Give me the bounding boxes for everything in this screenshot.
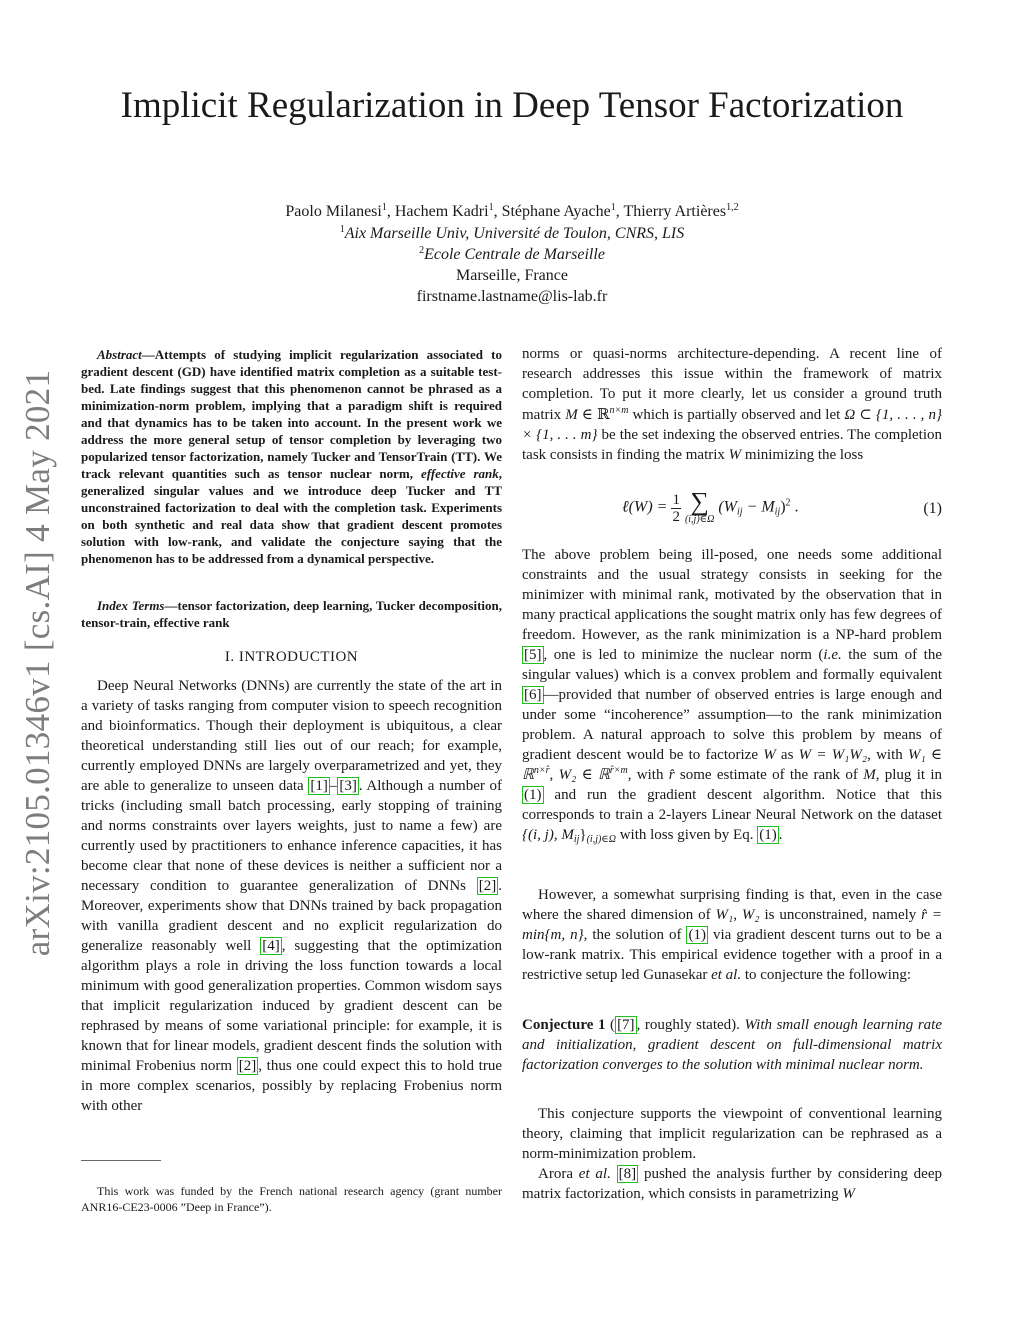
equation-number: (1) — [923, 500, 942, 517]
author: Paolo Milanesi — [285, 203, 382, 220]
citation-link[interactable]: [1] — [310, 778, 328, 794]
footnote: This work was funded by the French national research agency (grant number ANR16-CE23-0006 ”Deep in France”). — [81, 1184, 502, 1214]
contact-email: firstname.lastname@lis-lab.fr — [416, 288, 608, 305]
citation-link[interactable]: [8] — [618, 1166, 637, 1182]
affiliation-2: $^2$Ecole Centrale de Marseille — [419, 245, 605, 263]
affiliation-city: Marseille, France — [456, 267, 568, 284]
equation-link[interactable]: (1) — [759, 827, 777, 843]
citation-link[interactable]: [6] — [524, 687, 542, 703]
citation-link[interactable]: [2] — [478, 878, 497, 894]
right-paragraph-4: This conjecture supports the viewpoint of conventional learning theory, claiming that implicit regularization can be rephrased as a norm-minimization problem. — [522, 1106, 942, 1162]
abstract: Abstract—Attempts of studying implicit regularization associated to gradient descent (GD) have identified matrix completion as a suitable test-bed. Late findings suggest that this phenomenon cannot be phrased as a minimization-norm problem, implying that a paradigm shift is required and that dynamics has to be taken into account. In the present work we address the more general setup of tensor completion by leveraging two popularized tensor factorization, namely Tucker and TensorTrain (TT). We track relevant quantities such as tensor nuclear norm, effective rank, generalized singular values and we introduce deep Tucker and TT unconstrained factorization to deal with the completion task. Experiments on both synthetic and real data show that gradient descent promotes solution with low-rank, and validate the conjecture saying that the phenomenon has to be addressed from a dynamical perspective. — [81, 347, 502, 566]
affiliation-1: $^1$Aix Marseille Univ, Université de Toulon, CNRS, LIS — [339, 224, 685, 242]
author: Hachem Kadri — [394, 203, 489, 220]
footnote-rule — [81, 1160, 161, 1161]
equation-link[interactable]: (1) — [688, 927, 706, 943]
right-paragraph-2: The above problem being ill-posed, one needs some additional constraints and the usual strategy consists in seeking for the minimizer with minimal rank, motivated by the observation that in many practical applications the sought matrix only has few degrees of freedom. However, as the rank minimization is a NP-hard problem [5] , one is led to minimize the nuclear norm (i.e. the sum of the singular values) which is a convex problem and formally equivalent [6] —provided that number of observed entries is large enough and under some “incoherence” assumption—to the rank minimization problem. A natural approach to solve this problem by means of gradient descent would be to factorize W as W = W₁W₂, with W₁ ∈ ℝ$^{n\times r̂}$, W₂ ∈ ℝ$^{r̂\times m}$, with r̂ some estimate of the rank of M, plug it in (1) and run the gradient descent algorithm. Notice that this corresponds to train a 2-layers Linear Neural Network on the dataset {(i, j), $M_{ij}\}_{(i,j)\in\Omega}$ with loss given by Eq. (1) . — [522, 547, 943, 845]
equation-link[interactable]: (1) — [524, 787, 542, 803]
citation-link[interactable]: [7] — [617, 1017, 635, 1033]
right-paragraph-5: Arora et al. [8] pushed the analysis further by considering deep matrix factorization, which consists in parametrizing W — [522, 1166, 942, 1202]
citation-link[interactable]: [5] — [524, 647, 542, 663]
author-list: Paolo Milanesi$^1$, Hachem Kadri$^1$, Stéphane Ayache$^1$, Thierry Artières$^{1,2}$ — [285, 202, 739, 220]
right-paragraph-3: However, a somewhat surprising finding is that, even in the case where the shared dimension of W₁, W₂ is unconstrained, namely r̂ = min{m, n}, the solution of (1) via gradient descent turns out to be a low-rank matrix. This empirical evidence together with a proof in a restrictive setup led Gunasekar et al. to conjecture the following: — [522, 887, 943, 983]
author: Stéphane Ayache — [501, 203, 611, 220]
conjecture-1: Conjecture 1 ( [7] , roughly stated). With small enough learning rate and initialization, gradient descent on full-dimensional matrix factorization converges to the solution with minimal nuclear norm. — [522, 1017, 942, 1073]
paper-title: Implicit Regularization in Deep Tensor Factorization — [120, 85, 904, 126]
citation-link[interactable]: [4] — [262, 938, 280, 954]
citation-link[interactable]: [3] — [339, 778, 357, 794]
equation-1: ℓ(W) = $\frac{1}{2}$ ∑ (i,j)∈Ω $(W_{ij} - M_{ij})^2$ . (1) — [622, 487, 942, 525]
arxiv-stamp: arXiv:2105.01346v1 [cs.AI] 4 May 2021 — [18, 369, 57, 957]
index-terms: Index Terms—tensor factorization, deep learning, Tucker decomposition, tensor-train, effective rank — [81, 598, 502, 630]
citation-link[interactable]: [2] — [238, 1058, 257, 1074]
section-heading: I. INTRODUCTION — [224, 649, 359, 665]
intro-paragraph: Deep Neural Networks (DNNs) are currently the state of the art in a variety of tasks ranging from computer vision to speech recognition and bioinformatics. Though their deployment is ubiquitous, a clear theoretical understanding still lies out of our reach; for example, currently employed DNNs are largely overparametrized and yet, they are able to generalize to unseen data [1] – [3] . Although a number of tricks (including small batch processing, early stopping of training and norms constraints over layers weights, just to name a few) are currently used by practitioners to enhance inference capacities, it has become clear that none of these devices is neither a sufficient nor a necessary condition to guarantee generalization of DNNs [2] . Moreover, experiments show that DNNs trained by back propagation with vanilla gradient descent and no explicit regularization do generalize reasonably well [4] , suggesting that the optimization algorithm plays a role in driving the loss function towards a local minimum with good generalization properties. Common wisdom says that implicit regularization induced by gradient descent can be rephrased by means of some variational principle: for example, it is known that for linear models, gradient descent finds the solution with minimal Frobenius norm [2] , thus one could expect this to hold true in more complex scenarios, possibly by replacing Frobenius norm with other — [81, 678, 502, 1114]
author: Thierry Artières — [623, 203, 727, 220]
right-paragraph-1: norms or quasi-norms architecture-depending. A recent line of research addresses this issue within the framework of matrix completion. To put it more clearly, let us consider a ground truth matrix M ∈ ℝ$^{n\times m}$ which is partially observed and let Ω ⊂ {1, . . . , n} × {1, . . . m} be the set indexing the observed entries. The completion task consists in finding the matrix W minimizing the loss — [522, 346, 942, 463]
